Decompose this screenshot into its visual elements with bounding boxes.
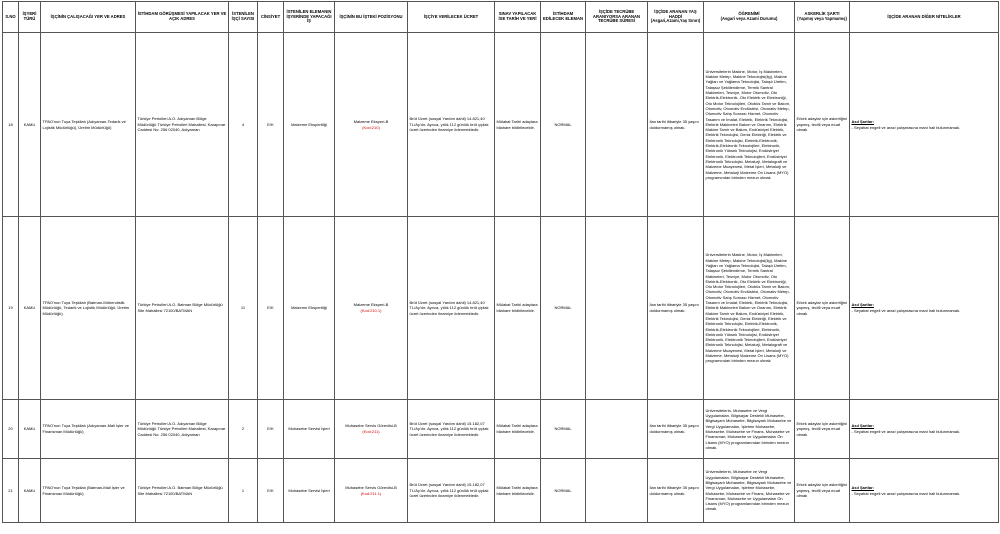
cell-ucret: Brüt Ücret (sosyal Yardım dahil) 14.821,40 TL/Ay'dır. Ayrıca, yıllık 112 günlük brüt çıplak ücret üzerinden ikramiye ödenmektedir. (408, 217, 495, 400)
cell-diger (850, 400, 999, 459)
diger-text: - Seyahat engeli ve arazi çalışmasına mani hali bulunmamak. (851, 308, 961, 313)
cell-ogrenim: Üniversitelerin, Muhasebe ve Vergi Uygulamaları, Bilgisayar Destekli Muhasebe, Bilgisayarlı Muhasebe, Bilgisayarlı Muhasebe ve Vergi Uygulamaları, İşletme Muhasebe, Muhasebe, Muhasebe ve Finans, Muhasebe ve Finansman, Muhasebe ve Uygulamaları Ön Lisans (MYO) programlarından birinden mezun olmak. (704, 400, 795, 459)
header-askerlik (795, 2, 850, 33)
header-tecrube: İŞÇİDE TECRÜBE ARANIYORSA ARANAN TECRÜBE SÜRESİ (586, 2, 648, 33)
header-istihdam-eleman: İSTİHDAM EDİLECEK ELEMAN (541, 2, 586, 33)
cell-isci-sayisi: 4 (229, 33, 258, 217)
cell-diger (850, 459, 999, 523)
header-sinav: SINAV YAPILACAK İSE TARİH VE YERİ (495, 2, 541, 33)
table-row (3, 400, 999, 459)
cell-yas-haddi: İlan tarihi itibariyle 35 yaşını doldurmamış olmak. (648, 459, 704, 523)
header-askerlik-title: ASKERLİK ŞARTI (804, 11, 840, 17)
cell-sno: 20 (3, 400, 19, 459)
cell-pozisyon (335, 33, 408, 217)
cell-ucret: Brüt Ücret (sosyal Yardım dahil) 15.182,07 TL/Ay'dır. Ayrıca, yıllık 112 günlük brüt çıplak ücret üzerinden ikramiye ödenmektedir. (408, 400, 495, 459)
cell-isyeri-turu: KAMU (19, 400, 41, 459)
cell-isyeri-turu: KAMU (19, 217, 41, 400)
pozisyon-name: Muhasebe Servis Görevlisi-B (345, 423, 397, 429)
table-row (3, 217, 999, 400)
header-yapacagi-is: İSTENİLEN ELEMANIN İŞYERİNDE YAPACAĞI İŞ (284, 2, 335, 33)
cell-cinsiyet: E/K (258, 459, 284, 523)
diger-title: Asıl Şartlar: (851, 302, 874, 308)
header-isyeri-turu: İŞYERİ TÜRÜ (19, 2, 41, 33)
cell-yas-haddi: İlan tarihi itibariyle 35 yaşını doldurmamış olmak. (648, 400, 704, 459)
cell-calisacagi-yer: TPAO'nun Tuya Teşkilatı (Adıyaman-Mali İşler ve Finansman Müdürlüğü) (41, 400, 136, 459)
header-pozisyon: İŞÇİNİN BU İŞTEKİ POZİSYONU (335, 2, 408, 33)
cell-askerlik: Erkek adaylar için askerliğini yapmış, tecilli veya muaf olmak (795, 400, 850, 459)
cell-sinav: Mülakat Tarihi adaylara bilahare bildirilecektir. (495, 33, 541, 217)
cell-yapacagi-is: Malzeme Ekspertliği (284, 33, 335, 217)
diger-text: - Seyahat engeli ve arazi çalışmasına mani hali bulunmamak. (851, 490, 961, 496)
cell-calisacagi-yer: TPAO'nun Tuya Teşkilatı (Adıyaman-Tedarik ve Lojistik Müdürlüğü), Üretim Müdürlüğü) (41, 33, 136, 217)
header-ogrenim (704, 2, 795, 33)
cell-isyeri-turu: KAMU (19, 459, 41, 523)
cell-isyeri-turu: KAMU (19, 33, 41, 217)
cell-istihdam-gorusme: Türkiye Petrolleri A.O. Adıyaman Bölge Müdürlüğü Türkiye Petrolleri Mahallesi, Karapınar Caddesi No: 256 02040, Adıyaman (136, 33, 229, 217)
pozisyon-name: Muhasebe Servis Görevlisi-B (345, 484, 397, 490)
job-listing-table (2, 1, 999, 523)
cell-isci-sayisi: 11 (229, 217, 258, 400)
diger-text: - Seyahat engeli ve arazi çalışmasına mani hali bulunmamak. (851, 124, 961, 130)
cell-istihdam-eleman: NORMAL (541, 217, 586, 400)
cell-calisacagi-yer: TPAO'nun Tuya Teşkilatı (Batman-Mühendislik Müdürlüğü, Tedarik ve Lojistik Müdürlüğü, Üretim Müdürlüğü) (41, 217, 136, 400)
header-istihdam-gorusme: İSTİHDAM GÖRÜŞMESİ YAPILACAK YER VE AÇIK ADRES (136, 2, 229, 33)
cell-ucret: Brüt Ücret (sosyal Yardım dahil) 15.182,07 TL/Ay'dır. Ayrıca, yıllık 112 günlük brüt çıplak ücret üzerinden ikramiye ödenmektedir. (408, 459, 495, 523)
header-ucret: İŞÇİYE VERİLECEK ÜCRET (408, 2, 495, 33)
table-row (3, 33, 999, 217)
cell-yapacagi-is: Malzeme Ekspertliği (284, 217, 335, 400)
cell-pozisyon (335, 400, 408, 459)
cell-cinsiyet: E/K (258, 400, 284, 459)
cell-cinsiyet: E/K (258, 217, 284, 400)
cell-isci-sayisi: 2 (229, 400, 258, 459)
cell-ogrenim: Üniversitelerin Makine, Motor, İş Makineleri, Makine Metep, Makine Teknolojisi(lig), Makine Yağları ve Yağlama Teknolojisi, Talaşlı Üretim, Talaşsız Şekillendirme, Termik Santral Makineleri, Tesviye, Motor Otomotiv, Oto Elektrik-Elektronik, Oto Elektrik ve Elektroniği, Oto Motor Teknolojileri, Otobüs Tamir ve Bakım, Otomotiv, Otomotiv Endüstrisi, Otomativ Metep, Otomotiv Satış Sonrası Hizmet, Otomotiv Tasarım ve İmalat, Elektrik, Elektrik Teknolojisi, Elektrik Makineleri Bakım ve Onarımı, Elektrik Makine Tamir ve Bakım, Endüstriyel Elektrik, Elektrik Teknolojisi, Deniz Elektriği, Elektrik ve Elektronik Teknolojisi, Elektrik-Elektronik, Elektrik-Elektronik Teknolojileri, Elektronik, Elektronik Yüksek Teknolojisi, Endüstriyel Elektronik, Elektronik Teknolojileri, Endüstriyel Elektronik Teknolojisi, Metalurji, Metalografi ve Malzeme Muayenesi, Metal İşleri, Metalurji ve Malzeme, Metalurji Malzeme Ön Lisans (MYO) programından birinden mezun olmak (704, 217, 795, 400)
cell-pozisyon (335, 217, 408, 400)
cell-sno: 19 (3, 217, 19, 400)
header-isci-sayisi: İSTENİLEN İŞÇİ SAYISI (229, 2, 258, 33)
header-ogrenim-sub: (Asgari veya Azami Durumu) (720, 16, 778, 21)
cell-calisacagi-yer: TPAO'nun Tuya Teşkilatı (Batman-Mali İşler ve Finansman Müdürlüğü) (41, 459, 136, 523)
cell-pozisyon (335, 459, 408, 523)
pozisyon-kod: (Kod:210.1) (360, 308, 382, 313)
cell-istihdam-gorusme: Türkiye Petrolleri A.O. Adıyaman Bölge Müdürlüğü Türkiye Petrolleri Mahallesi, Karapınar Caddesi No: 256 02040, Adıyaman (136, 400, 229, 459)
header-sno: S.NO (3, 2, 19, 33)
cell-tecrube (586, 217, 648, 400)
header-yas-haddi-sub: (Asgari,Azami,Yaş Sınırı) (650, 18, 701, 24)
cell-tecrube (586, 459, 648, 523)
header-yas-haddi-title: İŞÇİDE ARANAN YAŞ HADDİ (654, 8, 697, 19)
pozisyon-name: Malzeme Eksperi-B (353, 118, 389, 124)
header-diger: İŞÇİDE ARANAN DİĞER NİTELİKLER (850, 2, 999, 33)
cell-sinav: Mülakat Tarihi adaylara bilahare bildirilecektir. (495, 459, 541, 523)
cell-cinsiyet: E/K (258, 33, 284, 217)
header-ogrenim-title: ÖĞRENİMİ (738, 11, 760, 17)
header-cinsiyet: CİNSİYET (258, 2, 284, 33)
cell-tecrube (586, 400, 648, 459)
cell-sinav: Mülakat Tarihi adaylara bilahare bildirilecektir. (495, 217, 541, 400)
cell-yas-haddi: İlan tarihi itibariyle 35 yaşını doldurmamış olmak. (648, 33, 704, 217)
cell-istihdam-eleman: NORMAL (541, 400, 586, 459)
cell-istihdam-eleman: NORMAL (541, 459, 586, 523)
header-calisacagi-yer: İŞÇİNİN ÇALIŞACAĞI YER VE ADRES (41, 2, 136, 33)
cell-askerlik: Erkek adaylar için askerliğini yapmış, tecilli veya muaf olmak (795, 33, 850, 217)
pozisyon-kod: (Kod:211.1) (360, 490, 382, 496)
cell-istihdam-eleman: NORMAL (541, 33, 586, 217)
header-askerlik-sub: (Yapmış veya Yapmamış) (797, 16, 847, 21)
cell-askerlik: Erkek adaylar için askerliğini yapmış, tecilli veya muaf olmak (795, 459, 850, 523)
cell-yapacagi-is: Muhasebe Servisi İşleri (284, 400, 335, 459)
diger-title: Asıl Şartlar: (851, 118, 874, 124)
header-yas-haddi (648, 2, 704, 33)
pozisyon-name: Malzeme Eksperi-B (353, 302, 389, 308)
cell-isci-sayisi: 1 (229, 459, 258, 523)
cell-sno: 21 (3, 459, 19, 523)
diger-text: - Seyahat engeli ve arazi çalışmasına mani hali bulunmamak. (851, 429, 961, 434)
cell-ogrenim: Üniversitelerin, Muhasebe ve Vergi Uygulamaları, Bilgisayar Destekli Muhasebe, Bilgisayarlı Muhasebe, Bilgisayarlı Muhasebe ve Vergi Uygulamaları, İşletme Muhasebe, Muhasebe, Muhasebe ve Finans, Muhasebe ve Finansman, Muhasebe ve Uygulamaları Ön Lisans (MYO) programlarından birinden mezun olmak. (704, 459, 795, 523)
cell-askerlik: Erkek adaylar için askerliğini yapmış, tecilli veya muaf olmak (795, 217, 850, 400)
cell-yapacagi-is: Muhasebe Servisi İşleri (284, 459, 335, 523)
diger-title: Asıl Şartlar: (851, 423, 874, 429)
table-row (3, 459, 999, 523)
cell-diger (850, 217, 999, 400)
header-row (3, 2, 999, 33)
pozisyon-kod: (Kod:210) (362, 124, 380, 130)
cell-istihdam-gorusme: Türkiye Petrolleri A.O. Batman Bölge Müdürlüğü Site Mahallesi 72100/BATMAN (136, 459, 229, 523)
diger-title: Asıl Şartlar: (851, 484, 874, 490)
cell-ucret: Brüt Ücret (sosyal Yardım dahil) 14.821,40 TL/Ay'dır. Ayrıca, yıllık 112 günlük brüt çıplak ücret üzerinden ikramiye ödenmektedir. (408, 33, 495, 217)
cell-yas-haddi: İlan tarihi itibariyle 35 yaşını doldurmamış olmak. (648, 217, 704, 400)
cell-sno: 18 (3, 33, 19, 217)
cell-sinav: Mülakat Tarihi adaylara bilahare bildirilecektir. (495, 400, 541, 459)
pozisyon-kod: (Kod:211) (362, 429, 380, 434)
cell-istihdam-gorusme: Türkiye Petrolleri A.O. Batman Bölge Müdürlüğü Site Mahallesi 72100/BATMAN (136, 217, 229, 400)
cell-ogrenim: Üniversitelerin Makine, Motor, İş Makineleri, Makine Metep, Makine Teknolojisi(lig), Makine Yağları ve Yağlama Teknolojisi, Talaşlı Üretim, Talaşsız Şekillendirme, Termik Santral Makineleri, Tesviye, Motor Otomotiv, Oto Elektrik-Elektronik, Oto Elektrik ve Elektroniği, Oto Motor Teknolojileri, Otobüs Tamir ve Bakım, Otomotiv, Otomotiv Endüstrisi, Otomativ Metep, Otomotiv Satış Sonrası Hizmet, Otomotiv Tasarım ve İmalat, Elektrik, Elektrik Teknolojisi, Elektrik Makineleri Bakım ve Onarımı, Elektrik Makine Tamir ve Bakım, Endüstriyel Elektrik, Elektrik Teknolojisi, Deniz Elektriği, Elektrik ve Elektronik Teknolojisi, Elektrik-Elektronik, Elektrik-Elektronik Teknolojileri, Elektronik, Elektronik Yüksek Teknolojisi, Endüstriyel Elektronik, Elektronik Teknolojileri, Endüstriyel Elektronik Teknolojisi, Metalurji, Metalografi ve Malzeme Muayenesi, Metal İşleri, Metalurji ve Malzeme, Metalurji Malzeme Ön Lisans (MYO) programından birinden mezun olmak (704, 33, 795, 217)
cell-diger (850, 33, 999, 217)
cell-tecrube (586, 33, 648, 217)
